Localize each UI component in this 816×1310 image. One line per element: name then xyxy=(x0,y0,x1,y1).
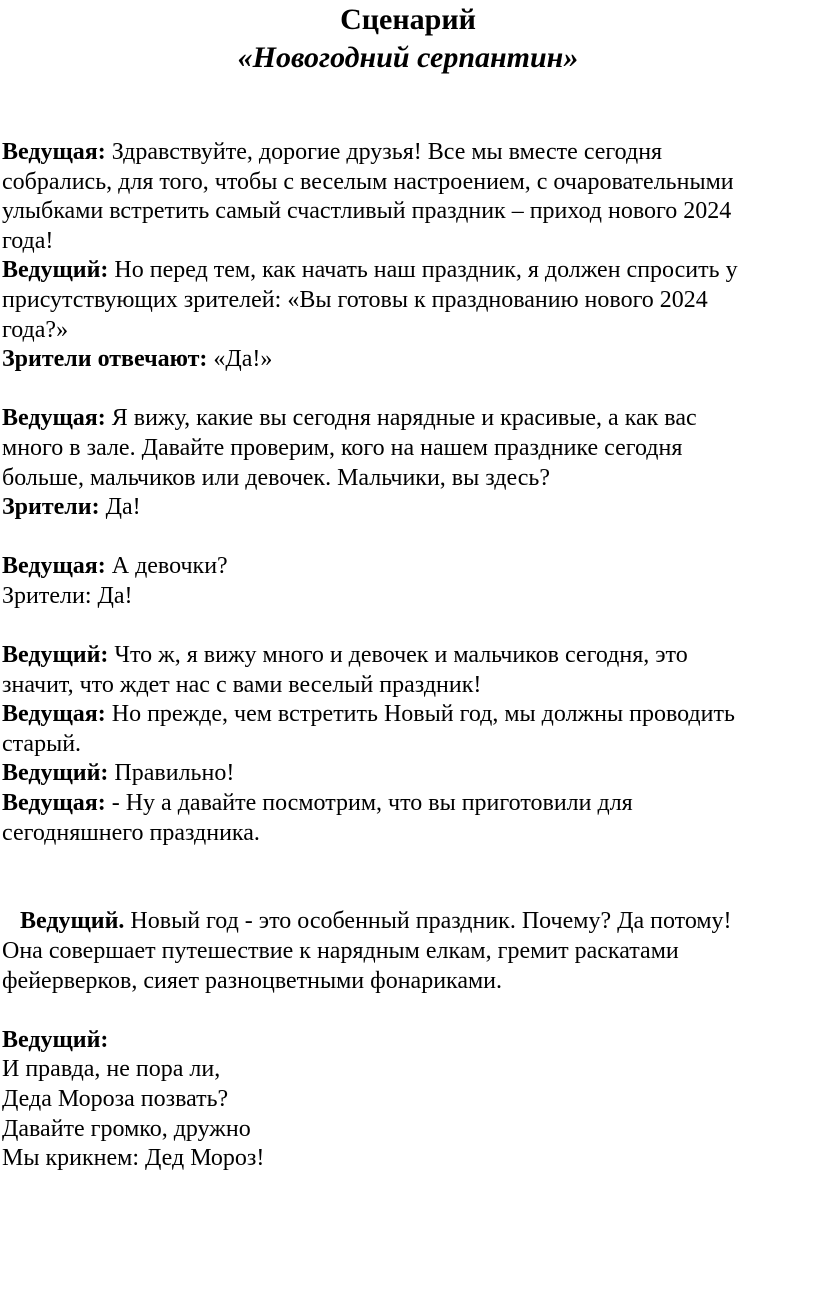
script-line xyxy=(2,552,814,582)
script-line xyxy=(2,316,814,346)
line-text: значит, что ждет нас с вами веселый праздник! xyxy=(2,671,482,698)
line-text: Новый год - это особенный праздник. Почему? Да потому! xyxy=(124,908,732,935)
script-line xyxy=(2,345,814,375)
line-text: Правильно! xyxy=(108,760,235,787)
line-text: Деда Мороза позвать? xyxy=(2,1086,229,1112)
script-line xyxy=(2,967,814,997)
line-text: года?» xyxy=(2,316,69,343)
script-line xyxy=(2,1055,814,1085)
script-line xyxy=(2,404,814,434)
script-line xyxy=(2,464,814,494)
script-line xyxy=(2,138,814,168)
speaker-label: Зрители: xyxy=(2,494,100,521)
speaker-label: Ведущая: xyxy=(2,701,106,728)
speaker-label: Ведущий: xyxy=(2,1026,109,1053)
line-text: много в зале. Давайте проверим, кого на нашем празднике сегодня xyxy=(2,434,683,461)
line-text: Давайте громко, дружно xyxy=(2,1115,251,1142)
speaker-label: Ведущий: xyxy=(2,257,109,284)
line-text: больше, мальчиков или девочек. Мальчики, вы здесь? xyxy=(2,464,551,491)
line-text: года! xyxy=(2,227,54,254)
line-text: И правда, не пора ли, xyxy=(2,1056,221,1083)
line-text: «Да!» xyxy=(207,346,273,373)
script-line xyxy=(2,493,814,523)
script-line xyxy=(2,1115,814,1145)
script-line xyxy=(2,256,814,286)
speaker-label: Ведущий. xyxy=(20,908,125,935)
line-text: Но перед тем, как начать наш праздник, я должен спросить у xyxy=(108,257,738,284)
line-text: Да! xyxy=(99,494,141,521)
script-line xyxy=(2,907,814,937)
speaker-label: Ведущая: xyxy=(2,790,106,817)
script-line xyxy=(2,434,814,464)
script-line xyxy=(2,937,814,967)
script-line xyxy=(2,1026,814,1056)
script-line xyxy=(2,819,814,849)
script-line xyxy=(2,730,814,760)
line-text: присутствующих зрителей: «Вы готовы к празднованию нового 2024 xyxy=(2,286,708,313)
script-line xyxy=(2,197,814,227)
script-line xyxy=(2,759,814,789)
line-text: Но прежде, чем встретить Новый год, мы должны проводить xyxy=(105,701,735,728)
line-text: сегодняшнего праздника. xyxy=(2,819,260,846)
line-text: Что ж, я вижу много и девочек и мальчиков сегодня, это xyxy=(108,642,688,669)
line-text: Здравствуйте, дорогие друзья! Все мы вместе сегодня xyxy=(105,139,663,165)
line-text: собрались, для того, чтобы с веселым настроением, с очаровательными xyxy=(2,168,734,195)
line-text: А девочки? xyxy=(105,553,228,580)
line-text: Мы крикнем: Дед Мороз! xyxy=(2,1145,265,1172)
script-line xyxy=(2,286,814,316)
speaker-label: Ведущая: xyxy=(2,405,106,432)
script-line xyxy=(2,1085,814,1115)
script-body xyxy=(2,138,814,1174)
script-line xyxy=(2,789,814,819)
script-line xyxy=(2,671,814,701)
script-line xyxy=(2,168,814,198)
script-line xyxy=(2,700,814,730)
document-subtitle: «Новогодний серпантин» xyxy=(237,41,579,74)
script-line xyxy=(2,641,814,671)
script-line xyxy=(2,227,814,257)
line-text: старый. xyxy=(2,730,82,757)
document-title: Сценарий xyxy=(340,3,476,36)
line-text: фейерверков, сияет разноцветными фонариками. xyxy=(2,967,503,994)
line-text: - Ну а давайте посмотрим, что вы приготовили для xyxy=(105,790,633,817)
line-text: Зрители: Да! xyxy=(2,582,133,609)
line-text: Я вижу, какие вы сегодня нарядные и красивые, а как вас xyxy=(105,405,697,432)
speaker-label: Ведущий: xyxy=(2,760,109,787)
script-line xyxy=(2,1144,814,1174)
line-text: Она совершает путешествие к нарядным елкам, гремит раскатами xyxy=(2,938,679,965)
speaker-label: Зрители отвечают: xyxy=(2,346,208,373)
speaker-label: Ведущая: xyxy=(2,139,106,165)
script-line xyxy=(2,582,814,612)
speaker-label: Ведущий: xyxy=(2,642,109,669)
speaker-label: Ведущая: xyxy=(2,553,106,580)
line-text: улыбками встретить самый счастливый праздник – приход нового 2024 xyxy=(2,198,732,225)
